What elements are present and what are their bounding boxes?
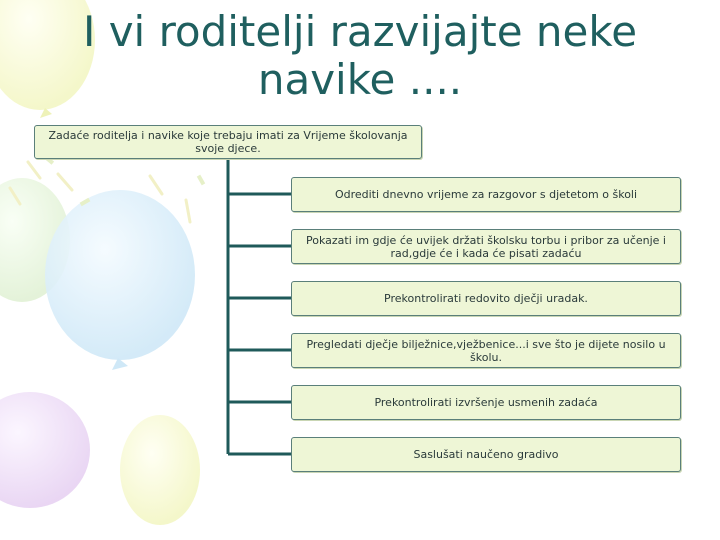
- diagram-child-box: [291, 177, 681, 212]
- title-line-2: navike ....: [257, 55, 463, 104]
- child-text: Prekontrolirati redovito dječji uradak.: [384, 292, 588, 305]
- diagram-child-box: [291, 437, 681, 472]
- child-text: Odrediti dnevno vrijeme za razgovor s djetetom o školi: [334, 188, 638, 201]
- diagram-child-box: [291, 229, 681, 264]
- child-text: Pregledati dječje bilježnice,vježbenice...i sve što je dijete nosilo u školu.: [306, 337, 666, 364]
- root-text: Zadaće roditelja i navike koje trebaju imati za Vrijeme školovanja svoje djece.: [48, 129, 408, 155]
- diagram-child-box: [291, 333, 681, 368]
- diagram-child-box: [291, 281, 681, 316]
- diagram-child-box: [291, 385, 681, 420]
- child-text: Saslušati naučeno gradivo: [413, 448, 559, 461]
- child-text: Prekontrolirati izvršenje usmenih zadaća: [374, 396, 598, 409]
- child-text: Pokazati im gdje će uvijek držati školsku torbu i pribor za učenje i rad,gdje će i kada će pisati zadaću: [306, 233, 666, 260]
- diagram-root-box: [34, 125, 422, 159]
- title-line-1: I vi roditelji razvijajte neke: [82, 7, 638, 56]
